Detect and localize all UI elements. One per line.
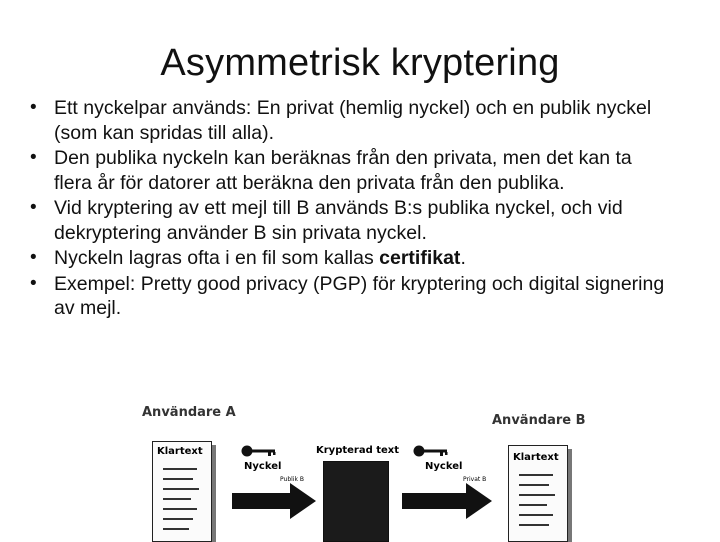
bullet-dot-icon: • bbox=[30, 97, 37, 118]
arrow-right-icon bbox=[402, 483, 492, 519]
bullet-dot-icon: • bbox=[30, 247, 37, 268]
ciphertext-block bbox=[323, 461, 389, 542]
key-icon bbox=[240, 443, 280, 459]
key-label-right: Nyckel bbox=[425, 461, 463, 472]
arrow-right-icon bbox=[232, 483, 316, 519]
user-a-label: Användare A bbox=[142, 405, 236, 420]
key-sub-label-left: Publik B bbox=[280, 476, 304, 483]
key-label-left: Nyckel bbox=[244, 461, 282, 472]
bullet-list bbox=[30, 96, 670, 322]
bullet-item bbox=[30, 96, 670, 145]
user-b-label: Användare B bbox=[492, 413, 586, 428]
bullet-bold-term: certifikat bbox=[379, 247, 461, 269]
bullet-text: Exempel: Pretty good privacy (PGP) för kryptering och digital signering av mejl. bbox=[54, 272, 665, 319]
bullet-item bbox=[30, 246, 670, 271]
bullet-dot-icon: • bbox=[30, 197, 37, 218]
bullet-text: Den publika nyckeln kan beräknas från den privata, men det kan ta flera år för datorer att beräkna den privata från den publika. bbox=[54, 147, 632, 194]
plaintext-document-left bbox=[152, 441, 212, 542]
bullet-item bbox=[30, 196, 670, 245]
bullet-dot-icon: • bbox=[30, 272, 37, 294]
page-title: Asymmetrisk kryptering bbox=[160, 42, 560, 84]
bullet-item bbox=[30, 272, 670, 321]
bullet-text-end: . bbox=[460, 247, 466, 269]
bullet-text: Vid kryptering av ett mejl till B används B:s publika nyckel, och vid dekryptering använder B sin privata nyckel. bbox=[54, 197, 623, 244]
plaintext-document-right bbox=[508, 445, 568, 542]
plaintext-label-right: Klartext bbox=[513, 452, 559, 463]
bullet-text: Ett nyckelpar används: En privat (hemlig nyckel) och en publik nyckel (som kan spridas till alla). bbox=[54, 97, 652, 144]
bullet-dot-icon: • bbox=[30, 147, 37, 168]
key-sub-label-right: Privat B bbox=[463, 476, 487, 483]
key-icon bbox=[412, 443, 452, 459]
encryption-diagram bbox=[120, 395, 600, 540]
bullet-item bbox=[30, 146, 670, 195]
bullet-text: Nyckeln lagras ofta i en fil som kallas bbox=[54, 247, 380, 269]
plaintext-label-left: Klartext bbox=[157, 446, 203, 457]
ciphertext-label: Krypterad text bbox=[316, 445, 400, 456]
